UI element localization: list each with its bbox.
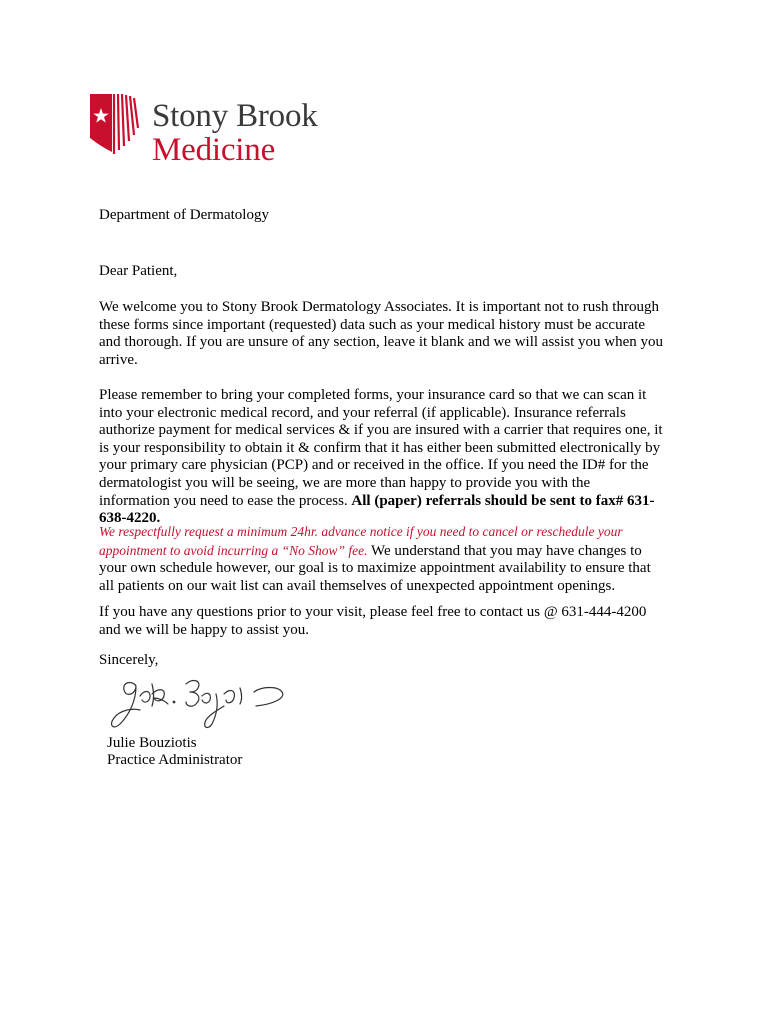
cancellation-paragraph — [99, 523, 664, 595]
signer-name: Julie Bouziotis — [107, 735, 197, 751]
department-heading: Department of Dermatology — [99, 207, 269, 223]
closing: Sincerely, — [99, 652, 159, 668]
welcome-paragraph: We welcome you to Stony Brook Dermatology Associates. It is important not to rush through these forms since important (requested) data such as your medical history must be accurate and thorough. If you are unsure of any section, leave it blank and we will assist you when you arrive. — [99, 299, 664, 368]
star-shield-icon — [90, 92, 140, 158]
logo-wordmark — [152, 90, 318, 167]
contact-paragraph: If you have any questions prior to your visit, please feel free to contact us @ 631-444-4200 and we will be happy to assist you. — [99, 604, 647, 638]
handwritten-signature — [106, 672, 306, 734]
logo-line-medicine: Medicine — [152, 132, 276, 168]
cancellation-text: We understand that you may have changes to your own schedule however, our goal is to maximize appointment availability to ensure that all patients on our wait list can avail themselves of unexpected appointment openings. — [99, 542, 651, 594]
cancellation-notice: We respectfully request a minimum 24hr. advance notice if you need to cancel or reschedule your appointment to avoid incurring a “No Show” fee. — [99, 524, 623, 558]
stony-brook-medicine-logo — [90, 90, 330, 170]
salutation: Dear Patient, — [99, 263, 178, 279]
logo-line-stony-brook: Stony Brook — [152, 98, 318, 134]
referral-paragraph — [99, 387, 664, 528]
signer-title: Practice Administrator — [107, 752, 243, 768]
referral-text: Please remember to bring your completed forms, your insurance card so that we can scan it into your electronic medical record, and your referral (if applicable). Insurance referrals authorize payment for medical services & if you are insured with a carrier that requires one, it is your responsibility to obtain it & confirm that it has either been submitted electronically by your primary care physician (PCP) and or received in the office. If you need the ID# for the dermatologist you will be seeing, we are more than happy to provide you with the information you need to ease the process. — [99, 387, 663, 509]
fax-notice: All (paper) referrals should be sent to fax# 631-638-4220. — [99, 492, 655, 527]
